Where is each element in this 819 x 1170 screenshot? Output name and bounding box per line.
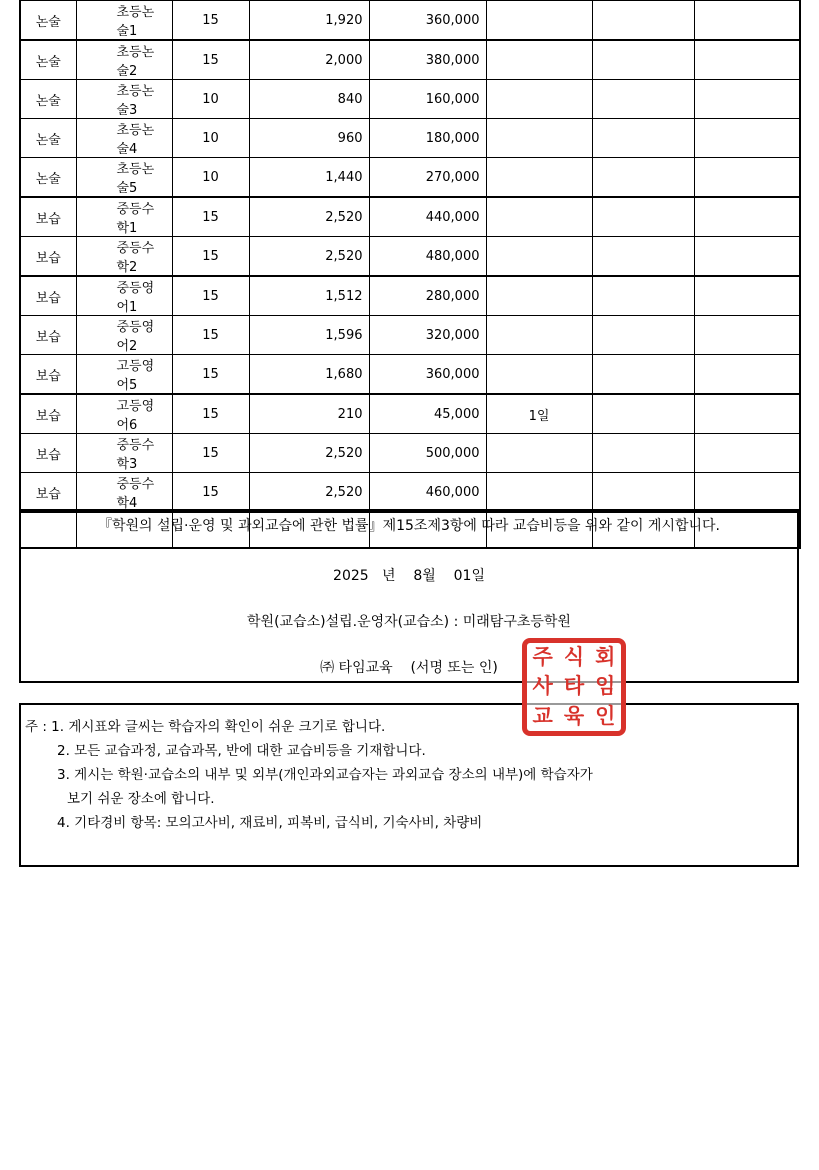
cell-period: 10 [172, 119, 249, 158]
table-row [20, 197, 800, 237]
cell-fee: 320,000 [369, 316, 486, 355]
cell-course: 중등영어2 [76, 316, 172, 355]
fee-table [19, 0, 801, 549]
cell-hours: 1,680 [249, 355, 369, 395]
table-row [20, 158, 800, 198]
seal-glyph: 회 [595, 645, 616, 670]
seal-glyph: 식 [563, 645, 585, 670]
seal-glyph: 타 [563, 674, 585, 699]
cell-empty [694, 473, 800, 513]
cell-empty [694, 80, 800, 119]
cell-note [486, 158, 592, 198]
note-4: 4. 기타경비 항목: 모의고사비, 재료비, 피복비, 급식비, 기숙사비, 차량비 [57, 815, 483, 831]
cell-category: 보습 [20, 355, 76, 395]
table-row [20, 434, 800, 473]
cell-category: 보습 [20, 276, 76, 316]
table-row [20, 316, 800, 355]
cell-hours: 1,920 [249, 1, 369, 41]
cell-course: 초등논술2 [76, 40, 172, 80]
cell-empty [592, 237, 694, 277]
table-row [20, 40, 800, 80]
cell-hours: 2,000 [249, 40, 369, 80]
note-3a: 3. 게시는 학원·교습소의 내부 및 외부(개인과외교습자는 과외교습 장소의 내부)에 학습자가 [57, 767, 593, 783]
cell-empty [592, 1, 694, 41]
cell-fee: 180,000 [369, 119, 486, 158]
date-line [21, 565, 797, 585]
cell-note [486, 40, 592, 80]
seal-glyph: 임 [595, 674, 616, 699]
cell-empty [694, 40, 800, 80]
cell-hours: 2,520 [249, 473, 369, 513]
cell-empty [694, 237, 800, 277]
cell-empty [592, 80, 694, 119]
note-3b: 보기 쉬운 장소에 합니다. [67, 791, 215, 807]
sign-text: (서명 또는 인) [410, 660, 498, 676]
cell-category: 논술 [20, 158, 76, 198]
cell-course: 초등논술4 [76, 119, 172, 158]
company-seal-stamp [522, 638, 626, 736]
seal-glyph: 육 [563, 703, 585, 728]
cell-hours: 960 [249, 119, 369, 158]
cell-category: 보습 [20, 197, 76, 237]
cell-hours: 1,596 [249, 316, 369, 355]
table-row [20, 237, 800, 277]
month: 8월 [413, 568, 436, 584]
cell-empty [592, 394, 694, 434]
cell-empty [592, 473, 694, 513]
cell-fee: 480,000 [369, 237, 486, 277]
cell-empty [592, 355, 694, 395]
seal-glyph: 주 [532, 645, 553, 670]
cell-fee: 440,000 [369, 197, 486, 237]
cell-category: 논술 [20, 40, 76, 80]
cell-empty [592, 276, 694, 316]
year-unit: 년 [382, 568, 396, 584]
cell-period: 15 [172, 197, 249, 237]
cell-note [486, 80, 592, 119]
operator-line: 학원(교습소)설립.운영자(교습소) : 미래탐구초등학원 [247, 614, 571, 630]
cell-empty [694, 394, 800, 434]
cell-category: 보습 [20, 394, 76, 434]
cell-note [486, 276, 592, 316]
cell-period: 15 [172, 1, 249, 41]
cell-hours: 2,520 [249, 197, 369, 237]
cell-note [486, 197, 592, 237]
table-row [20, 394, 800, 434]
table-row [20, 355, 800, 395]
cell-empty [694, 276, 800, 316]
cell-empty [694, 119, 800, 158]
cell-period: 15 [172, 276, 249, 316]
cell-category: 보습 [20, 316, 76, 355]
cell-category: 논술 [20, 119, 76, 158]
cell-course: 고등영어5 [76, 355, 172, 395]
cell-empty [694, 355, 800, 395]
cell-fee: 460,000 [369, 473, 486, 513]
cell-course: 중등수학4 [76, 473, 172, 513]
cell-category: 보습 [20, 237, 76, 277]
cell-empty [592, 434, 694, 473]
cell-fee: 500,000 [369, 434, 486, 473]
cell-empty [592, 197, 694, 237]
cell-empty [694, 197, 800, 237]
cell-note [486, 119, 592, 158]
cell-fee: 160,000 [369, 80, 486, 119]
seal-glyph: 교 [532, 703, 553, 728]
seal-glyph: 인 [595, 703, 616, 728]
cell-period: 10 [172, 80, 249, 119]
notes-box [19, 703, 799, 867]
cell-hours: 210 [249, 394, 369, 434]
cell-course: 중등영어1 [76, 276, 172, 316]
cell-course: 초등논술1 [76, 1, 172, 41]
cell-note [486, 355, 592, 395]
cell-note [486, 1, 592, 41]
cell-hours: 2,520 [249, 237, 369, 277]
cell-note [486, 434, 592, 473]
cell-period: 15 [172, 394, 249, 434]
cell-empty [592, 40, 694, 80]
cell-category: 논술 [20, 1, 76, 41]
cell-course: 고등영어6 [76, 394, 172, 434]
cell-empty [592, 316, 694, 355]
cell-hours: 2,520 [249, 434, 369, 473]
cell-course: 중등수학3 [76, 434, 172, 473]
cell-note: 1일 [486, 394, 592, 434]
note-1: 주 : 1. 게시표와 글씨는 학습자의 확인이 쉬운 크기로 합니다. [25, 719, 386, 735]
cell-note [486, 237, 592, 277]
year: 2025 [333, 568, 369, 584]
cell-empty [694, 316, 800, 355]
table-row [20, 1, 800, 41]
table-row [20, 276, 800, 316]
table-row [20, 80, 800, 119]
cell-fee: 45,000 [369, 394, 486, 434]
cell-period: 15 [172, 237, 249, 277]
cell-hours: 1,440 [249, 158, 369, 198]
table-row [20, 119, 800, 158]
cell-empty [592, 119, 694, 158]
cell-note [486, 473, 592, 513]
cell-period: 15 [172, 473, 249, 513]
cell-empty [694, 1, 800, 41]
cell-period: 15 [172, 434, 249, 473]
cell-category: 논술 [20, 80, 76, 119]
cell-empty [694, 434, 800, 473]
seal-glyph: 사 [532, 674, 553, 699]
cell-course: 초등논술5 [76, 158, 172, 198]
table-row [20, 473, 800, 513]
cell-hours: 840 [249, 80, 369, 119]
notice-box [19, 509, 799, 683]
company-name: ㈜ 타임교육 [320, 660, 393, 676]
cell-period: 10 [172, 158, 249, 198]
cell-course: 중등수학2 [76, 237, 172, 277]
cell-fee: 280,000 [369, 276, 486, 316]
cell-fee: 270,000 [369, 158, 486, 198]
cell-course: 중등수학1 [76, 197, 172, 237]
cell-period: 15 [172, 40, 249, 80]
cell-empty [592, 158, 694, 198]
note-2: 2. 모든 교습과정, 교습과목, 반에 대한 교습비등을 기재합니다. [57, 743, 426, 759]
cell-course: 초등논술3 [76, 80, 172, 119]
cell-fee: 360,000 [369, 1, 486, 41]
cell-empty [694, 158, 800, 198]
day: 01일 [453, 568, 485, 584]
sign-line [21, 657, 797, 677]
cell-fee: 380,000 [369, 40, 486, 80]
cell-hours: 1,512 [249, 276, 369, 316]
law-text: 『학원의 설립·운영 및 과외교습에 관한 법률』제15조제3항에 따라 교습비등을 위와 같이 게시합니다. [97, 518, 721, 534]
cell-category: 보습 [20, 473, 76, 513]
cell-period: 15 [172, 355, 249, 395]
cell-category: 보습 [20, 434, 76, 473]
cell-note [486, 316, 592, 355]
cell-fee: 360,000 [369, 355, 486, 395]
cell-period: 15 [172, 316, 249, 355]
